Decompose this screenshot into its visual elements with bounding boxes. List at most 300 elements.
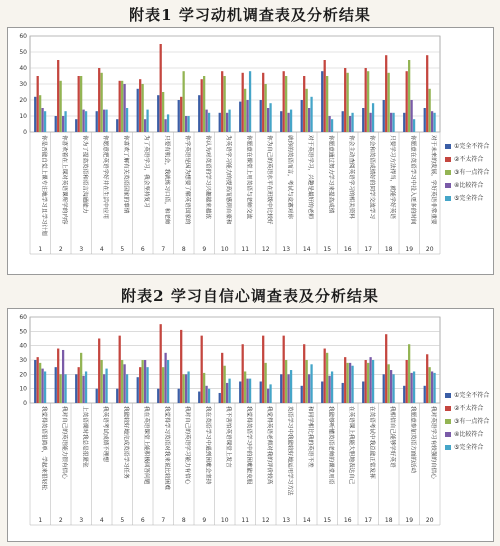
category-label: 在英语课上我能大胆地表达自己 xyxy=(347,406,354,485)
bar xyxy=(324,60,326,132)
bar xyxy=(342,383,344,403)
legend-swatch xyxy=(445,157,451,162)
bar xyxy=(433,373,435,403)
category-number: 6 xyxy=(140,246,145,253)
bar xyxy=(369,113,371,132)
category-number: 18 xyxy=(384,517,393,524)
bar xyxy=(198,392,200,403)
bar xyxy=(283,71,285,132)
bar xyxy=(287,374,289,403)
bar xyxy=(167,114,169,132)
legend-swatch xyxy=(445,144,451,149)
bar xyxy=(290,110,292,132)
category-label: 你为了提高英语和语言沟通能力 xyxy=(81,135,88,214)
bar xyxy=(285,76,287,132)
bar xyxy=(431,111,433,132)
category-label: 我在英语课堂上能积极回答问题 xyxy=(142,406,149,485)
bar xyxy=(203,76,205,132)
bar xyxy=(39,95,41,132)
bar xyxy=(362,108,364,132)
y-tick-label: 20 xyxy=(19,97,27,104)
bar xyxy=(123,84,125,132)
bar xyxy=(80,76,82,132)
bar xyxy=(137,377,139,403)
legend-label: ④比较符合 xyxy=(454,431,484,438)
bar xyxy=(303,76,305,132)
bar xyxy=(433,113,435,132)
category-number: 4 xyxy=(99,246,104,253)
bar xyxy=(55,367,57,403)
bar xyxy=(239,382,241,404)
category-label: 我能较好地完成英语学习任务 xyxy=(122,406,129,479)
bar xyxy=(344,68,346,132)
category-label: 只要学习方法得当，就能学好英语 xyxy=(388,135,395,219)
bar xyxy=(283,336,285,403)
bar xyxy=(105,110,107,132)
bar xyxy=(239,102,241,132)
bar xyxy=(226,113,228,132)
category-number: 17 xyxy=(364,246,373,253)
y-tick-label: 50 xyxy=(19,49,27,56)
category-label: 我不害怕英语课堂上发言 xyxy=(224,406,231,468)
y-tick-label: 10 xyxy=(19,113,27,120)
category-number: 4 xyxy=(99,517,104,524)
category-number: 12 xyxy=(261,517,270,524)
bar xyxy=(167,360,169,403)
legend-label: ⑤完全符合 xyxy=(454,195,484,202)
bar xyxy=(267,389,269,403)
bar xyxy=(123,364,125,403)
category-label: 你是否能自觉上课专注地学习且学习计划 xyxy=(40,135,47,236)
bar xyxy=(219,393,221,403)
category-label: 对于未来的发展，学好英语非常重要 xyxy=(429,135,436,225)
category-number: 6 xyxy=(140,517,145,524)
category-number: 3 xyxy=(79,246,84,253)
bar xyxy=(331,119,333,132)
category-number: 19 xyxy=(405,246,414,253)
category-number: 1 xyxy=(38,517,43,524)
bar xyxy=(178,389,180,403)
category-label: 我对自己的英语学习能力有信心 xyxy=(183,406,190,485)
chart-1-frame xyxy=(7,27,494,275)
category-number: 3 xyxy=(79,517,84,524)
bar xyxy=(224,76,226,132)
bar xyxy=(310,364,312,403)
bar xyxy=(101,360,103,403)
bar xyxy=(326,353,328,403)
bar xyxy=(383,374,385,403)
legend-label: ④比较符合 xyxy=(454,182,484,189)
bar xyxy=(385,55,387,132)
bar xyxy=(62,350,64,403)
bar xyxy=(392,374,394,403)
bar xyxy=(205,110,207,132)
bar xyxy=(162,92,164,132)
bar xyxy=(290,370,292,403)
category-number: 17 xyxy=(364,517,373,524)
y-tick-label: 40 xyxy=(19,342,27,350)
y-tick-label: 40 xyxy=(19,65,27,72)
category-number: 11 xyxy=(241,517,250,524)
bar xyxy=(347,73,349,132)
legend-label: ⑤完全符合 xyxy=(454,444,484,451)
bar xyxy=(351,113,353,132)
bar xyxy=(55,116,57,132)
bar xyxy=(208,113,210,132)
category-label: 为了英语学习，我会坚持复习 xyxy=(142,135,149,208)
bar xyxy=(249,379,251,403)
y-tick-label: 50 xyxy=(19,328,27,336)
bar xyxy=(390,113,392,132)
bar xyxy=(139,367,141,403)
category-number: 18 xyxy=(384,246,393,253)
legend-swatch xyxy=(445,183,451,188)
bar xyxy=(408,344,410,403)
y-tick-label: 0 xyxy=(23,129,27,136)
category-number: 20 xyxy=(425,246,434,253)
category-number: 15 xyxy=(323,517,332,524)
legend-label: ①完全不符合 xyxy=(454,392,490,399)
legend-swatch xyxy=(445,445,451,450)
bar xyxy=(198,95,200,132)
bar xyxy=(287,113,289,132)
category-number: 13 xyxy=(282,517,291,524)
bar xyxy=(103,374,105,403)
category-label: 我相信自己能够学好英语 xyxy=(388,406,395,468)
category-number: 2 xyxy=(58,246,63,253)
category-label: 你喜欢着在上课对英语课所学的内容 xyxy=(60,135,67,225)
bar xyxy=(365,360,367,403)
bar xyxy=(221,353,223,403)
bar xyxy=(369,357,371,403)
bar xyxy=(328,376,330,403)
bar xyxy=(303,344,305,403)
category-label: 和同学相比我的英语不差 xyxy=(306,406,313,468)
bar xyxy=(82,110,84,132)
bar xyxy=(246,100,248,132)
bar xyxy=(60,374,62,403)
bar xyxy=(406,360,408,403)
bar xyxy=(96,389,98,403)
category-number: 19 xyxy=(405,517,414,524)
bar xyxy=(260,382,262,404)
bar xyxy=(308,108,310,132)
bar xyxy=(262,73,264,132)
category-number: 20 xyxy=(425,517,434,524)
y-tick-label: 30 xyxy=(19,357,27,364)
bar xyxy=(244,371,246,403)
category-label: 就你的英语而言，考试与竞赛对你 xyxy=(286,135,293,219)
legend-label: ③有一点符合 xyxy=(454,169,490,176)
bar xyxy=(367,363,369,403)
bar xyxy=(226,383,228,403)
bar xyxy=(383,100,385,132)
bar xyxy=(180,97,182,132)
bar xyxy=(34,360,36,403)
bar xyxy=(265,84,267,132)
bar xyxy=(301,100,303,132)
chart-2-frame xyxy=(7,308,494,542)
bar xyxy=(201,79,203,132)
legend-swatch xyxy=(445,419,451,424)
category-label: 我在英语学习中遇到困难会坚持 xyxy=(204,406,211,485)
bar xyxy=(321,382,323,404)
bar xyxy=(242,344,244,403)
bar xyxy=(119,336,121,403)
bar xyxy=(408,60,410,132)
bar xyxy=(44,111,46,132)
category-number: 8 xyxy=(181,246,186,253)
bar xyxy=(116,389,118,403)
category-number: 9 xyxy=(202,246,207,253)
bar xyxy=(326,76,328,132)
category-label: 你认为对英语的学习兴趣越来越浓 xyxy=(204,135,211,219)
bar xyxy=(301,386,303,403)
bar xyxy=(426,55,428,132)
bar xyxy=(372,103,374,132)
bar xyxy=(362,382,364,404)
bar xyxy=(242,73,244,132)
category-label: 为英语学习能力的提高而感到自豪和 xyxy=(224,135,231,225)
bar xyxy=(208,389,210,403)
legend-swatch xyxy=(445,196,451,201)
bar xyxy=(403,386,405,403)
category-label: 你愿意通过努力学习来提高成绩 xyxy=(327,135,334,214)
bar xyxy=(98,339,100,404)
y-tick-label: 10 xyxy=(19,385,27,393)
category-number: 7 xyxy=(161,246,166,253)
category-label: 上英语课时我总是很紧张 xyxy=(81,406,88,468)
bar xyxy=(185,116,187,132)
category-number: 10 xyxy=(220,246,229,253)
bar xyxy=(321,71,323,132)
bar xyxy=(101,73,103,132)
bar xyxy=(82,376,84,403)
bar xyxy=(429,89,431,132)
category-number: 11 xyxy=(241,246,250,253)
category-label: 你愿意把英语学好并在生活中应用 xyxy=(101,135,108,219)
bar xyxy=(160,324,162,403)
bar xyxy=(403,113,405,132)
category-label: 我英语考试成绩不理想 xyxy=(101,406,108,462)
legend-swatch xyxy=(445,432,451,437)
bar xyxy=(185,374,187,403)
bar xyxy=(390,370,392,403)
bar xyxy=(365,68,367,132)
chart-title-1: 附表1 学习动机调查表及分析结果 xyxy=(129,6,371,24)
category-number: 7 xyxy=(161,517,166,524)
bar xyxy=(62,116,64,132)
bar xyxy=(137,89,139,132)
bar xyxy=(60,81,62,132)
bar xyxy=(246,379,248,403)
bar xyxy=(37,76,39,132)
bar xyxy=(164,119,166,132)
bar xyxy=(160,44,162,132)
category-label: 我对自己的英语能力很有信心 xyxy=(60,406,67,479)
bar xyxy=(388,73,390,132)
bar xyxy=(308,374,310,403)
bar xyxy=(64,111,66,132)
bar xyxy=(121,360,123,403)
legend-swatch xyxy=(445,170,451,175)
bar xyxy=(426,354,428,403)
category-label: 只要有机会，我就练习口语，和老师 xyxy=(163,135,170,225)
bar xyxy=(183,71,185,132)
bar xyxy=(142,360,144,403)
bar xyxy=(75,119,77,132)
category-label: 你为自己的英语水平在班级中比较好 xyxy=(265,135,272,225)
bar xyxy=(269,103,271,132)
bar xyxy=(162,367,164,403)
bar xyxy=(306,89,308,132)
category-label: 你愿意在英语学习中投入更多的时间 xyxy=(409,135,416,225)
category-number: 16 xyxy=(343,246,352,253)
category-label: 你学英语是因为想要了解英语国家的 xyxy=(183,135,190,225)
legend-swatch xyxy=(445,406,451,411)
bar xyxy=(187,371,189,403)
category-label: 对于英语学习，兴趣是最好的老师 xyxy=(306,135,313,219)
bar xyxy=(410,100,412,132)
bar xyxy=(221,71,223,132)
category-number: 13 xyxy=(282,246,291,253)
category-label: 我觉得学习英语对我来说比较困难 xyxy=(163,406,170,490)
y-tick-label: 60 xyxy=(19,314,27,321)
bar xyxy=(385,334,387,403)
bar xyxy=(180,330,182,403)
bar xyxy=(280,111,282,132)
bar xyxy=(34,97,36,132)
bar xyxy=(116,119,118,132)
bar xyxy=(146,110,148,132)
bar xyxy=(178,100,180,132)
bar xyxy=(78,367,80,403)
category-label: 我觉得英语学习中的困难能克服 xyxy=(245,406,252,485)
bar xyxy=(144,360,146,403)
bar xyxy=(57,60,59,132)
bar xyxy=(429,367,431,403)
category-label: 你会和英语成绩好的同学交流学习 xyxy=(368,135,375,219)
bar xyxy=(260,100,262,132)
category-label: 你喜欢了解有关英语国家的事情 xyxy=(122,135,129,214)
bar xyxy=(265,363,267,403)
bar xyxy=(105,369,107,403)
bar xyxy=(44,371,46,403)
bar xyxy=(201,336,203,403)
category-number: 16 xyxy=(343,517,352,524)
bar xyxy=(164,353,166,403)
category-label: 你会主动查阅英语学习的相关资料 xyxy=(347,135,354,219)
bar xyxy=(219,113,221,132)
bar xyxy=(103,110,105,132)
bar xyxy=(267,108,269,132)
legend-swatch xyxy=(445,393,451,398)
bar xyxy=(39,363,41,403)
y-tick-label: 0 xyxy=(23,400,27,407)
bar xyxy=(228,110,230,132)
bar xyxy=(37,357,39,403)
bar xyxy=(119,81,121,132)
bar xyxy=(349,116,351,132)
bar xyxy=(144,119,146,132)
bar xyxy=(310,97,312,132)
bar xyxy=(413,371,415,403)
bar xyxy=(262,336,264,403)
category-number: 9 xyxy=(202,517,207,524)
bar xyxy=(157,95,159,132)
category-label: 我觉得英语老师对我的评价较高 xyxy=(265,406,272,485)
category-number: 8 xyxy=(181,517,186,524)
legend-label: ②不太符合 xyxy=(454,405,484,412)
bar xyxy=(324,349,326,403)
bar xyxy=(331,371,333,403)
legend-label: ②不太符合 xyxy=(454,156,484,163)
bar xyxy=(344,357,346,403)
y-tick-label: 20 xyxy=(19,371,27,379)
bar xyxy=(367,71,369,132)
y-tick-label: 60 xyxy=(19,33,27,40)
legend-label: ①完全不符合 xyxy=(454,143,490,150)
category-number: 15 xyxy=(323,246,332,253)
category-label: 在英语考试中我总能正常发挥 xyxy=(368,406,375,479)
bar xyxy=(78,76,80,132)
legend-label: ③有一点符合 xyxy=(454,418,490,425)
category-number: 10 xyxy=(220,517,229,524)
category-number: 12 xyxy=(261,246,270,253)
bar xyxy=(249,71,251,132)
category-label: 我觉得英语很简单，学起来很轻松 xyxy=(40,406,47,490)
bar xyxy=(142,84,144,132)
bar xyxy=(157,389,159,403)
bar xyxy=(126,108,128,132)
bar xyxy=(410,373,412,403)
bar xyxy=(424,108,426,132)
bar xyxy=(126,374,128,403)
bar xyxy=(57,349,59,403)
category-number: 2 xyxy=(58,517,63,524)
bar xyxy=(372,360,374,403)
bar xyxy=(424,386,426,403)
bar xyxy=(228,379,230,403)
category-label: 我能够听懂英语老师的课堂用语 xyxy=(327,406,334,485)
category-label: 我愿意参加英语方面的活动 xyxy=(409,406,416,474)
category-number: 5 xyxy=(120,246,125,253)
bar xyxy=(392,113,394,132)
bar xyxy=(306,360,308,403)
category-number: 14 xyxy=(302,517,311,524)
chart-1 xyxy=(8,28,493,274)
bar xyxy=(183,374,185,403)
bar xyxy=(244,89,246,132)
bar xyxy=(224,366,226,403)
category-number: 5 xyxy=(120,517,125,524)
bar xyxy=(347,363,349,403)
chart-title-2: 附表2 学习自信心调查表及分析结果 xyxy=(121,287,379,305)
bar xyxy=(98,68,100,132)
bar xyxy=(146,367,148,403)
bar xyxy=(75,374,77,403)
category-label: 我对英语学习有较强的自信心 xyxy=(429,406,436,479)
bar xyxy=(285,360,287,403)
category-label: 英语学习中我能较好地运用学习方法 xyxy=(286,406,293,496)
bar xyxy=(280,374,282,403)
bar xyxy=(121,81,123,132)
bar xyxy=(203,373,205,403)
y-tick-label: 30 xyxy=(19,81,27,88)
bar xyxy=(413,119,415,132)
bar xyxy=(64,374,66,403)
bar xyxy=(41,369,43,403)
